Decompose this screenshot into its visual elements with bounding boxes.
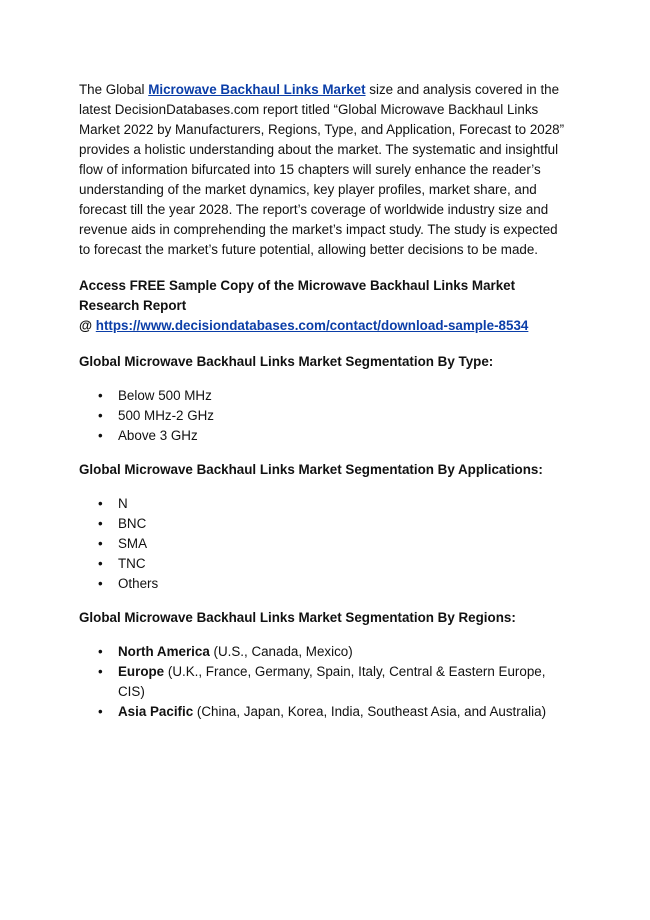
list-item: • Below 500 MHz (79, 386, 568, 406)
bullet-icon: • (98, 496, 103, 511)
intro-body: size and analysis covered in the latest DecisionDatabases.com report titled “Global Microwave Backhaul Links Market 2022 by Manufacturers, Regions, Type, and Application, Forecast to 2028” provides a holistic understanding about the market. The systematic and insightful flow of information bifurcated into 15 chapters will surely enhance the reader’s understanding of the market dynamics, key player profiles, market share, and forecast till the year 2028. The report’s coverage of worldwide industry size and revenue aids in comprehending the market’s impact study. The study is expected to forecast the market’s future potential, allowing better decisions to be made. (79, 82, 565, 257)
list-item: • SMA (79, 534, 568, 554)
bullet-icon: • (98, 536, 103, 551)
bullet-icon: • (98, 428, 103, 443)
bullet-icon: • (98, 516, 103, 531)
region-list (79, 642, 568, 722)
list-item: • 500 MHz-2 GHz (79, 406, 568, 426)
at-symbol: @ (79, 318, 96, 333)
region-detail: (U.K., France, Germany, Spain, Italy, Central & Eastern Europe, CIS) (118, 664, 546, 699)
download-sample-link[interactable]: https://www.decisiondatabases.com/contact/download-sample-8534 (95, 318, 529, 333)
region-segmentation-heading: Global Microwave Backhaul Links Market Segmentation By Regions: (79, 610, 516, 625)
region-name: Asia Pacific (118, 704, 194, 719)
list-item: • N (79, 494, 568, 514)
list-item (79, 642, 568, 662)
bullet-icon: • (98, 664, 103, 679)
type-segmentation-heading: Global Microwave Backhaul Links Market Segmentation By Type: (79, 354, 494, 369)
region-name: Europe (118, 664, 165, 679)
list-item: • BNC (79, 514, 568, 534)
bullet-icon: • (98, 644, 103, 659)
list-item (79, 662, 568, 702)
intro-prefix: The Global (79, 82, 149, 97)
sample-heading: Access FREE Sample Copy of the Microwave Backhaul Links Market Research Report (79, 278, 516, 313)
bullet-icon: • (98, 704, 103, 719)
bullet-icon: • (98, 556, 103, 571)
application-segmentation-heading: Global Microwave Backhaul Links Market Segmentation By Applications: (79, 462, 543, 477)
sample-url-line (79, 316, 568, 336)
list-item: • TNC (79, 554, 568, 574)
application-list (79, 494, 568, 594)
intro-paragraph (79, 80, 568, 260)
sample-copy-block (79, 276, 568, 336)
bullet-icon: • (98, 388, 103, 403)
region-detail: (China, Japan, Korea, India, Southeast Asia, and Australia) (193, 704, 547, 719)
list-item (79, 702, 568, 722)
type-list (79, 386, 568, 446)
list-item: • Above 3 GHz (79, 426, 568, 446)
list-item: • Others (79, 574, 568, 594)
bullet-icon: • (98, 408, 103, 423)
bullet-icon: • (98, 576, 103, 591)
region-name: North America (118, 644, 210, 659)
region-detail: (U.S., Canada, Mexico) (209, 644, 353, 659)
market-report-link[interactable]: Microwave Backhaul Links Market (148, 82, 366, 97)
